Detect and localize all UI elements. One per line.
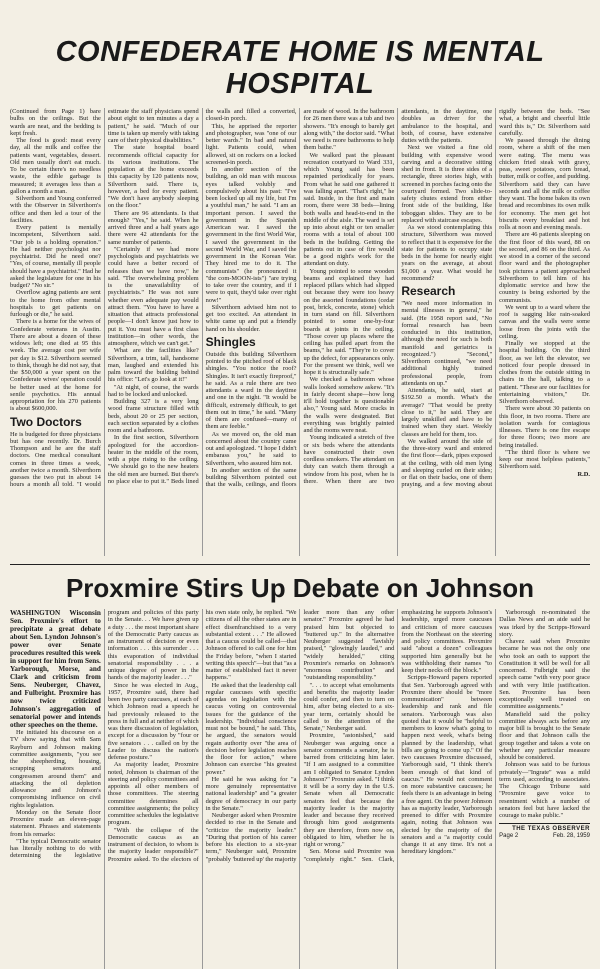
paragraph: Young pointed to some wooden beams and explained they had replaced pillars which had slipped out because they were too heavy on the assorted foundations (cedar post, brick, concrete, stone) which in turn stand on fill. Silverthorn pointed to some one-by-four boards at joints in the ceiling. "Those cover up places where the ceiling has pulled apart from the beams," he said. "They're to cover up the defect, for appearances only. For the present we think, well we hope it is structurally safe." xyxy=(303,267,395,376)
paragraph: This, he apprised the reporter and photographer, was "one of our better wards." In bad and natural light. Patients could, when allowed, sit on rockers on a locked screened-in porch. xyxy=(205,122,297,166)
paragraph: He said he was asking for "a more genuinely representative national leadership" and "a greater degree of democracy in our party in the Senate." xyxy=(205,775,297,812)
footer-row xyxy=(499,833,590,840)
issue-date: Feb. 28, 1959 xyxy=(552,833,590,840)
paragraph: Building 327 is a very long wood frame structure filled with beds, about 20 or 25 per section, each section separated by a clothes room and a bathroom. xyxy=(107,398,199,434)
paragraph: Attendants, he said, start at $192.50 a month. What's the average? "That would be pretty close to it," he said. They are largely unskilled and have to be trained when they start. Weekly classes are held for them, too. xyxy=(401,387,493,438)
paragraph: He initiated his discourse on a TV show saying that with Sam Rayburn and Johnson making committee assignments, "you see the sheepherding, housing, scrapping senators and congressmen around them" and attacking the oil depletion allowance and Johnson's compromising influence on civil rights legislation. xyxy=(10,729,101,809)
paragraph: The food is good: meat every day, all the milk and coffee the patients want, vegetables, dessert. Old men usually don't eat much. To be certain there's no needless waste, the edible garbage is measured; it averages less than a gallon a month a man. xyxy=(10,137,101,195)
paragraph: In another section of the same building Silverthorn pointed out that the walls, ceilings, and floors are made of wood. In the bathroom for 26 men there was a tub and two showers. "It's enough to barely get along with," the doctor said. "What we need is more bathrooms to help them bathe." xyxy=(205,108,395,489)
paragraph: Monday on the Senate floor Proxmire made an eleven-page statement. Phrases and statements from his remarks: xyxy=(10,808,101,838)
paragraph: In another section of the building, an old man with mucous eyes talked volubly and compulsively about his past: "I've been locked up all my life, but I'm a youthful man," he said. "I am an important person. I saved the government in the Spanish American war. I saved the government in the first World War, I saved the government in the second World War, and I saved the government in the Korean War. They hired me to do it. The communists" (he pronounced it "the com-MOON-ists") "are trying to take over the country, and if I were to quit, they'd take over right now!" xyxy=(205,166,297,304)
paragraph: We walked around the side of the three-story ward and entered the first floor—dark, pipes exposed at the ceiling, with old men lying and sleeping curled on their sides; or flat on their backs, one of them praying, and a few moving about rigidly between the beds. "See what, a bright and cheerful little ward this is," Dr. Silverthorn said carefully. xyxy=(401,108,590,489)
paragraph: "Certainly if we had more psychologists and psychiatrists we could have a better record of releases than we have now," he said. "The overwhelming problem is the unavailability of psychiatrists." He was not sure whether even adequate pay would attract them. "You have to have a situation that attracts professional people—I don't know just how to put it. You must have a first class institution—in other words, the atmosphere, which we can't get." xyxy=(107,245,199,347)
paragraph: We checked a bathroom whose walls looked somehow askew. "It's in fairly decent shape—how long it'll hold together is questionable also," Young said. More cracks in the walls were designated. But everything was brightly painted and the rooms were neat. xyxy=(303,376,395,434)
paragraph: Outside this building Silverthorn pointed to the pitched roof of black shingles. "You notice the roof? Shingles. It isn't exactly fireproof," he said. As a rule there are two attendants a ward in the daytime and one in the night. "It would be difficult, extremely difficult, to get them out in time," he said. "Many of them are confused—many of them are feeble." xyxy=(205,350,297,431)
paragraph: Overflow aging patients are sent to the home from other mental hospitals to get patients on furlough or die," he said. xyxy=(10,289,101,318)
page-footer xyxy=(499,823,590,840)
paragraph: Mansfield said the policy committee always acts before any major bill is brought to the Senate floor and that Johnson calls the group together and takes a vote on whether any particular measure should be considered. xyxy=(499,710,590,761)
dateline: WASHINGTON xyxy=(10,609,61,617)
lead-paragraph xyxy=(10,609,101,729)
page-number: Page 2 xyxy=(499,833,519,840)
paragraph: Finally we stopped at the hospital building. On the third floor, as we left the elevator, we noticed four people dressed in clothes from the outside sitting in chairs in the hall, talking to a patient. "These are our facilities for entertaining visitors," Dr. Silverthorn observed. xyxy=(499,340,590,405)
story-divider xyxy=(10,564,590,565)
paragraph: Next we visited a fine old building with expensive wood carving and a decorative sitting shed in front. It is three sides of a rectangle, three stories high, with screened in porches facing onto the courtyard formed. Two slide-to-safety chutes extend from either front side of the building, like toboggan slides. They are to be replaced with staircase escapes. xyxy=(401,144,493,224)
paragraph: "With the collapse of the Democratic caucus as an instrument of decision, to whom is the majority leader responsible?" Proxmire asked. To the electors of his own state only, he replied. "We citizens of all the other states are in effect disenfranchised to a very substantial extent . . ." He allowed that a caucus could be called—that Johnson offered to call one for him the Friday before, "when I started writing this speech"—but that "as a matter of established fact it never happens." xyxy=(107,609,297,863)
paragraph: Yarborough re-nominated the Dallas News and an aide said he was irked by the Scripps-Howard story. xyxy=(499,609,590,638)
paragraph: (Continued from Page 1) bare bulbs on the ceilings. But the wards are neat, and the bedding is kept fresh. xyxy=(10,108,101,137)
paragraph: As we moved on, the old man concerned about the country came out and apologized. "I hope I didn't embarass you," he said to Silverthorn, who assured him not. xyxy=(205,430,297,467)
subhead-two-doctors: Two Doctors xyxy=(10,414,82,429)
paragraph: He is budgeted for three physicians but has one recently. Dr. Burch Thompson and he are the staff doctors. One medical consultant comes in three times a week, another twice a month. Silverthorn guesses the two put in about 14 hours a month all told. "I would estimate the staff physicians spend about eight to ten minutes a day a patient," he said. "Much of our time is taken up merely with taking care of their physical disabilities." xyxy=(10,108,199,489)
paragraph: He asked that the leadership call regular caucuses with specific agendas on legislation with the caucus voting on controversial issues for the guidance of the leadership. "Individual conscience must not be bound," he said. This, he argued, the senators would regain authority over "the area of decision before legislation reaches the floor for action," where Johnson can exercise "his greatest power." xyxy=(205,681,297,776)
paragraph: Scripps-Howard papers reported that Sen. Yarborough agreed with Proxmire there should be "more communication" between leadership and rank and file senators. Yarborough was also quoted that it would be "helpful to members to know what's going to happen next week, what's being planned by the leadership, what bills are going to come up." Of the two caucuses Proxmire discussed, Yarborough said, "I think there's been enough of that kind of caucus." He would not comment on more substantive caucuses; he feels there is an advantage in being a free agent. On the power Johnson has as majority leader, Yarborough preened to differ with Proxmire again, noting that Johnson was elected by the majority of the senators and a "a majority could change it at any time. It's not a hereditary kingdom." xyxy=(401,674,493,856)
publication-name: THE TEXAS OBSERVER xyxy=(512,826,590,833)
paragraph: Chavez said when Proxmire became he was not the only one who took an oath to support the Constitution it will be well for all concerned. Fulbright said the speech came "with very poor grace and with very little justification. Sen. Proxmire has been exceptionally well treated on committee assignments." xyxy=(499,638,590,711)
paragraph: Every patient is mentally incompetent, Silverthorn said. "Our job is a holding operation." He had neither psychologist nor psychiatrist. Did he need one? "Yes, of course, mentally ill people should have a psychiatrist." Had he asked the legislature for one in his budget? "No sir." xyxy=(10,224,101,289)
paragraph: In the first section, Silverthorn apologized for the accordion-heater in the middle of the room, with a pipe rising to the ceiling. "We should go to the new heaters the old men are burned. But there's no place else to put it." Beds lined the walls and filled a converted, closed-in porch. xyxy=(107,108,297,485)
story-proxmire xyxy=(10,609,590,969)
paragraph: The state hospital board recommends official capacity for its various institutions. The population at the home exceeds this capacity by 120 patients now, Silverthorn said. There is, however, a bed for every patient. "We don't have anybody sleeping on the floor." xyxy=(107,144,199,210)
paragraph: "At night, of course, the wards had to be locked and unlocked. xyxy=(107,383,199,398)
lead-text: Wisconsin Sen. Proxmire's effort to precipitate a great debate about Sen. Lyndon Johnson's power over Senate procedures resulted this week in support for him from Sens. Yarborough, Morse, and Clark and criticism from Sens. Neuberger, Chavez, and Fulbright. Proxmire has now twice criticized Johnson's aggregation of senatorial power and intends other speeches on the theme. xyxy=(10,609,101,729)
paragraph: Johnson was said to be furious privately—"Ingrate" was a mild term used, according to associates. The Chicago Tribune said "Proxmire gave voice to resentment which a number of senators feel but have lacked the courage to make public." xyxy=(499,761,590,819)
subhead-research: Research xyxy=(401,284,456,298)
paragraph: There were about 30 patients on this floor, in two rooms. There are isolation wards for contagious illnesses. There is one fire escape for three floors; two more are being installed. xyxy=(499,405,590,449)
author-initials: R.D. xyxy=(577,470,590,478)
paragraph: We passed through the dining room, where a shift of the men were eating. The menu was chicken fried steak with gravy, peas, sweet potatoes, corn bread, butter, milk or coffee, and pudding. Silverthorn said they can have seconds and all the milk or coffee they want. The home bakes its own bread and recombines its own milk for economy. The men get hot biscuits every breakfast and hot rolls at noon and evening meals. xyxy=(499,137,590,231)
paragraph: "The typical Democratic senator has literally nothing to do with determining the legislative program and policies of this party in the Senate. . . We have given up a duty . . . the most important share of the Democratic Party caucus as an instrument of decision or even information . . . this surrender . . . this evaporation of individual senatorial responsibility . . . a unique degree of power in the hands of the majority leader . . ." xyxy=(10,609,199,860)
headline-proxmire: Proxmire Stirs Up Debate on Johnson xyxy=(65,573,535,603)
paragraph: There are 46 patients sleeping on the first floor of this ward, 88 on the second, and 86 on the third. As we stood in a corner of the second floor ward and the photographer took pictures a patient approached Silverthorn to tell him of his diplomatic service and how the country is being exhorted by the communists. xyxy=(499,231,590,304)
headline-confederate-home: CONFEDERATE HOME IS MENTAL HOSPITAL xyxy=(55,36,545,100)
paragraph: Neuberger asked when Proxmire decided to rise in the Senate and "criticize the majority leader." "During that portion of his career before his election to a six-year term," Neuberger said, Proxmire "probably 'buttered up' the majority leader more than any other senator." Proxmire agreed he had praised him but objected to "buttered up." In the alternative Neuberger suggested "lavishly praised," "glowingly lauded," and "widely heralded," citing Proxmire's remarks on Johnson's "enormous contribution" and "outstanding responsibility." xyxy=(205,609,395,863)
paragraph: We went up to a ward where the roof is sagging like rain-soaked canvas and the walls were some loose from the joints with the ceiling. xyxy=(499,303,590,340)
paragraph: As majority leader, Proxmire noted, Johnson is chairman of the steering and policy committees and appoints all other members of those committees. The steering committee determines all committee assignments; the policy committee schedules the legislative program. xyxy=(107,761,199,827)
paragraph: We walked past the pleasant recreation courtyard to Ward 331, which Young said has been repainted periodically for years. From what he said one gathered it was falling apart. "That's right," he said. Inside, in the first and main room, there were 38 beds—lining both walls and head-to-end in the middle of the aisle. The ward is set up into about eight or ten smaller rooms with a total of about 100 beds in the building. Getting the patients out in case of fire would be a good night's work for the attendant on duty. xyxy=(303,151,395,268)
paragraph: There are 96 attendants. Is that enough? "Yes," he said. When he arrived three and a half years ago there were 42 attendants for the same number of patients. xyxy=(107,209,199,246)
paragraph: Sen. Morse said Proxmire was "completely right." Sen. Clark, emphasizing he supports Johnson's leadership, urged more caucuses and criticism of more caucuses from the Northeast on the steering and policy committees. Proxmire said "about a dozen" colleagues supported him generally but he was withholding their names "to keep their necks off the block." xyxy=(303,609,493,863)
paragraph: Young indicated a stretch of five or six beds where the attendants have constructed their own cordless smokers. The attendant on duty can watch them through a window from his post, when he is there. When there are two attendants, in the daytime, one doubles as driver for the ambulance to the hospital, and both, of course, have extensive duties with the patients. xyxy=(303,108,493,485)
paragraph: What are the facilities like? Silverthorn, a trim, tall, handsome man, laughed and extended his palm toward the building behind his office: "Let's go look at it!" xyxy=(107,347,199,384)
paragraph: Proxmire, "astonished," said Neuberger was arguing once a senator commends a senator, he is barred from criticizing him later. "If I am assigned to a committee am I obligated to Senator Lyndon Johnson?" Proxmire asked. "I think it will be a sorry day in the U.S. Senate when all Democratic senators feel that because the majority leader is the majority leader and because they received through him good assignments they are therefore, from now on, obligated to him, whether he is right or wrong." xyxy=(303,732,395,848)
paragraph: ". . . to accept what emoluments and benefits the majority leader could confer, and then to turn on him, after being elected to a six-year term, certainly should be called to the attention of the Senate," Neuberger said. xyxy=(303,681,395,732)
paragraph: Since he was elected in Aug., 1957, Proxmire said, there had been two party caucuses, at each of which Johnson read a speech he had previously released to the press in full and at neither of which was there discussion of legislation, except for a discussion by "four or five senators . . . called on by the Leader to discuss the nation's defense posture." xyxy=(107,681,199,761)
paragraph: "The third floor is where we keep our most helpless patients," Silverthorn said. xyxy=(499,448,590,471)
paragraph: There is a home for the wives of Confederate veterans in Austin. There are about a dozen of these widows left; one died at 95 this week. The average cost per wife per day is $12. Silverthorn seemed to think, though he did not say, that the $50,000 a year spent on the Confederate wives' operation could be better used at the home for senile psychotics. His annual appropriation for his 270 patients is about $600,000. xyxy=(10,318,101,413)
paragraph: Silverthorn and Young conferred with the Observer in Silverthorn's office and then led a tour of the facilities. xyxy=(10,195,101,224)
story-confederate-home xyxy=(10,108,590,556)
paragraph: As we stood contemplating this structure, Silverthorn was moved to reflect that it is expensive for the state for patients to occupy state beds in the home for nearly eight years on the average, at about $1,000 a year. What would he recommend? xyxy=(401,224,493,282)
paragraph: Silverthorn advised him not to get too excited. An attendant in white came up and put a friendly hand on his shoulder. xyxy=(205,303,297,333)
subhead-shingles: Shingles xyxy=(205,334,256,349)
paragraph: "We need more information in mental illnesses in general," he said. (He 1958 report said, "No formal research has been conducted in this institution, although the need for such is both manifold and geriatrics is recognized.") "Second," Silverthorn continued, "we need additional highly trained professional people, from attendants on up." xyxy=(401,300,493,387)
